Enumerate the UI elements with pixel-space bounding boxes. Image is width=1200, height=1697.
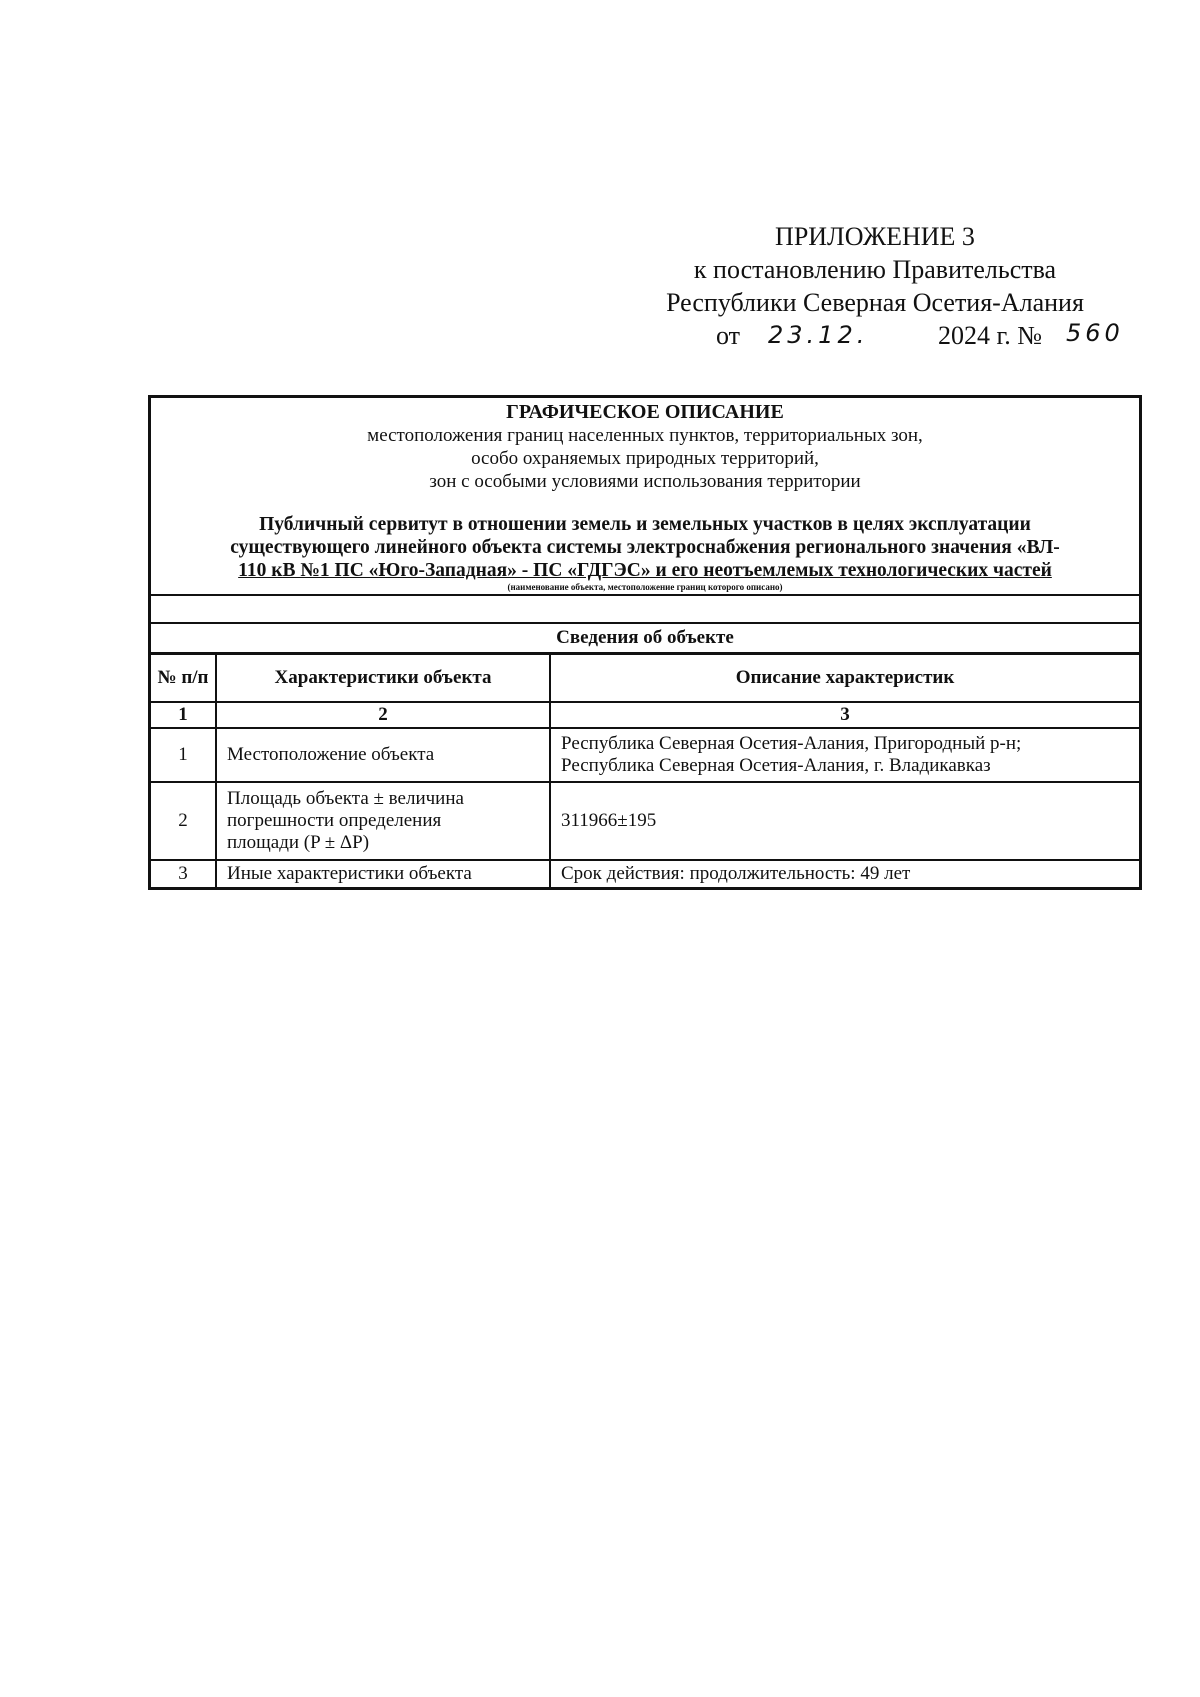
description-header [151, 398, 1139, 592]
description-line: Республика Северная Осетия-Алания, Пригородный р-н; [561, 733, 1022, 754]
header-description: Описание характеристик [550, 655, 1139, 702]
header-num: № п/п [151, 655, 216, 702]
appendix-title: ПРИЛОЖЕНИЕ 3 [775, 222, 975, 251]
row-num: 1 [151, 728, 216, 782]
appendix-date-line [660, 319, 1124, 355]
appendix-block [660, 220, 1124, 355]
year-number-label: 2024 г. № [938, 321, 1043, 350]
row-description [550, 728, 1139, 782]
description-line: Республика Северная Осетия-Алания, г. Владикавказ [561, 755, 991, 776]
characteristic-line: Площадь объекта ± величина [227, 788, 464, 809]
row-description: 311966±195 [550, 782, 1139, 860]
object-name [151, 513, 1139, 582]
table-row [151, 782, 1139, 860]
ot-label: от [716, 321, 741, 350]
header-characteristic: Характеристики объекта [216, 655, 550, 702]
row-num: 3 [151, 860, 216, 887]
appendix-line-resolution: к постановлению Правительства [693, 255, 1057, 284]
handwritten-date: 23.12. [768, 321, 869, 349]
subtitle-line-3: зон с особыми условиями использования территории [429, 471, 861, 492]
column-number: 3 [550, 702, 1139, 728]
object-name-line-3: 110 кВ №1 ПС «Юго-Западная» - ПС «ГДГЭС» и его неотъемлемых технологических частей [238, 560, 1052, 581]
column-number: 1 [151, 702, 216, 728]
document-title: ГРАФИЧЕСКОЕ ОПИСАНИЕ [506, 401, 784, 423]
row-characteristic [216, 782, 550, 860]
description-frame [148, 395, 1142, 890]
column-number: 2 [216, 702, 550, 728]
row-num: 2 [151, 782, 216, 860]
object-name-line-1: Публичный сервитут в отношении земель и земельных участков в целях эксплуатации [259, 514, 1031, 535]
row-description: Срок действия: продолжительность: 49 лет [550, 860, 1139, 887]
object-name-line-2: существующего линейного объекта системы электроснабжения регионального значения «ВЛ- [230, 537, 1060, 558]
handwritten-number: 560 [1066, 319, 1124, 347]
row-characteristic: Местоположение объекта [216, 728, 550, 782]
appendix-line-republic: Республики Северная Осетия-Алания [666, 288, 1084, 317]
column-number-row [151, 702, 1139, 728]
subtitle-line-1: местоположения границ населенных пунктов, территориальных зон, [367, 425, 923, 446]
table-header-row [151, 655, 1139, 702]
object-info-table [151, 655, 1139, 887]
characteristic-line: погрешности определения [227, 810, 442, 831]
blank-row [151, 594, 1139, 624]
object-name-caption: (наименование объекта, местоположение границ которого описано) [507, 582, 783, 592]
characteristic-line: площади (P ± ΔP) [227, 832, 370, 853]
row-characteristic: Иные характеристики объекта [216, 860, 550, 887]
section-title: Сведения об объекте [151, 624, 1139, 655]
subtitle-line-2: особо охраняемых природных территорий, [471, 448, 819, 469]
table-row [151, 728, 1139, 782]
table-row [151, 860, 1139, 887]
